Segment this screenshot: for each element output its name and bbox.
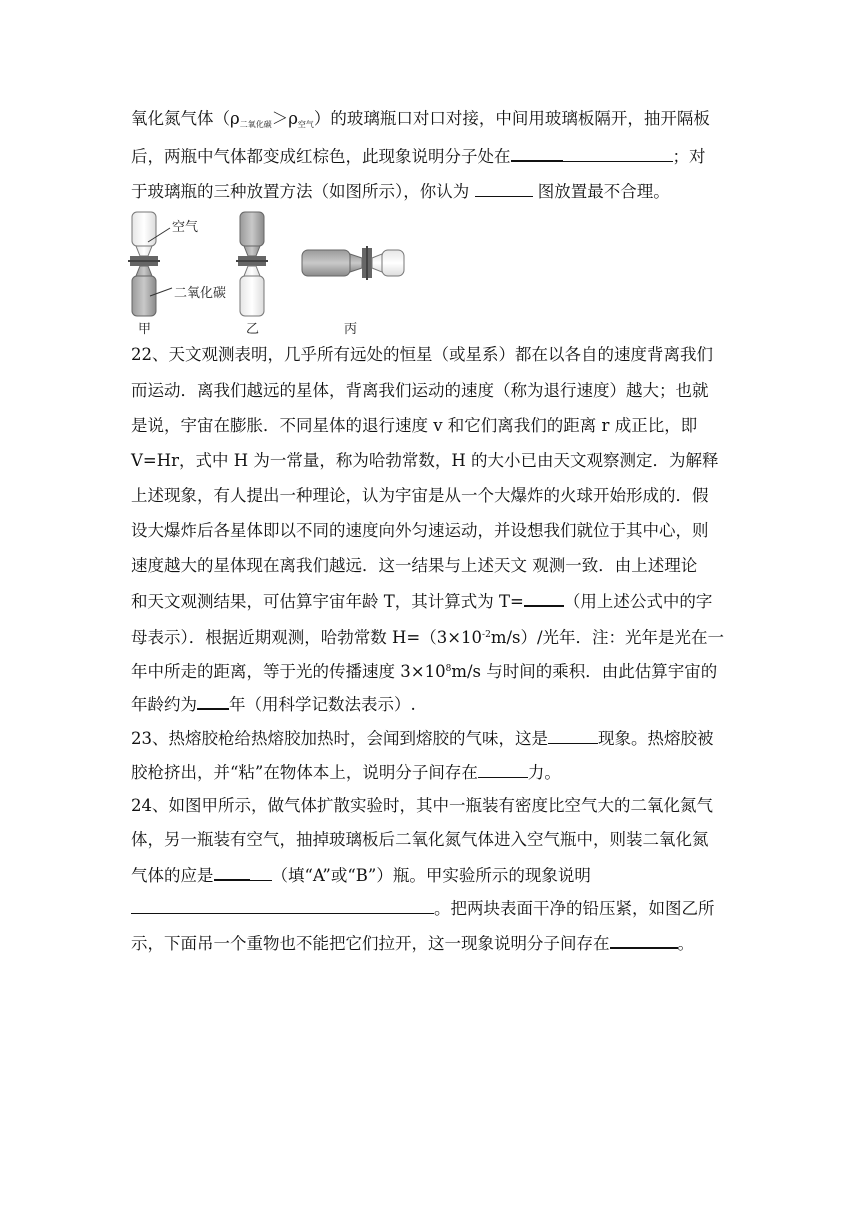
text-segment: 设大爆炸后各星体即以不同的速度向外匀速运动，并设想我们就位于其中心，则 [131, 521, 709, 540]
text-line-18 [131, 827, 731, 853]
text-segment: 胶枪挤出，并“粘”在物体本上，说明分子间存在 [131, 763, 478, 782]
text-segment: 速度越大的星体现在离我们越远．这一结果与上述天文 观测一致．由上述理论 [131, 556, 698, 575]
text-line-8 [131, 483, 731, 509]
text-segment: m/s）/光年．注：光年是光在一 [490, 628, 725, 647]
text-line-5 [131, 378, 731, 404]
text-segment: 图放置最不合理。 [537, 182, 670, 201]
gas-diffusion-figure [126, 208, 416, 338]
answer-blank[interactable] [478, 759, 528, 778]
label-yi: 乙 [246, 322, 260, 337]
text-segment: ＞ρ [271, 109, 298, 128]
answer-blank[interactable] [548, 725, 598, 744]
text-segment: 而运动．离我们越远的星体，背离我们运动的速度（称为退行速度）越大；也就 [131, 381, 709, 400]
text-segment: V=Hr，式中 H 为一常量，称为哈勃常数，H 的大小已由天文观察测定．为解释 [131, 451, 719, 470]
text-line-16 [131, 759, 731, 786]
text-line-2 [131, 142, 731, 170]
answer-blank[interactable] [475, 178, 533, 197]
answer-blank[interactable] [250, 862, 272, 881]
answer-blank[interactable] [563, 143, 673, 162]
text-segment: 体，另一瓶装有空气，抽掉玻璃板后二氧化氮气体进入空气瓶中，则装二氧化氮 [131, 830, 709, 849]
bottle-set-a [128, 212, 172, 316]
bottle-set-b [236, 212, 268, 316]
text-line-7 [131, 448, 731, 474]
text-segment: 22、天文观测表明，几乎所有远处的恒星（或星系）都在以各自的速度背离我们 [131, 345, 713, 364]
subscript: 空气 [297, 120, 314, 129]
superscript: 8 [445, 664, 452, 674]
text-segment: 和天文观测结果，可估算宇宙年龄 T，其计算式为 T= [131, 592, 524, 611]
answer-blank[interactable] [524, 587, 564, 607]
text-segment: ）的玻璃瓶口对口对接，中间用玻璃板隔开，抽开隔板 [313, 109, 710, 128]
text-line-6 [131, 413, 731, 439]
text-line-12 [131, 622, 731, 651]
text-segment: 。 [677, 934, 694, 953]
text-segment: （用上述公式中的字 [563, 592, 713, 611]
text-segment: 气体的应是 [131, 866, 214, 885]
text-line-10 [131, 553, 731, 579]
answer-blank[interactable] [197, 690, 229, 710]
text-segment: 。把两块表面干净的铅压紧，如图乙所 [434, 899, 715, 918]
text-segment: 24、如图甲所示，做气体扩散实验时，其中一瓶装有密度比空气大的二氧化氮气 [131, 796, 713, 815]
text-segment: 是说，宇宙在膨胀．不同星体的退行速度 v 和它们离我们的距离 r 成正比，即 [131, 416, 698, 435]
text-line-21 [131, 929, 731, 957]
text-line-9 [131, 518, 731, 544]
text-line-15 [131, 725, 731, 752]
bottles-illustration [126, 208, 416, 338]
label-air: 空气 [172, 220, 199, 235]
text-line-19 [131, 861, 731, 889]
text-line-11 [131, 587, 731, 615]
text-line-13 [131, 656, 731, 685]
text-segment: 年（用科学记数法表示）. [229, 695, 416, 714]
label-co2: 二氧化碳 [174, 286, 227, 301]
text-line-3 [131, 178, 731, 205]
text-segment: 年龄约为 [131, 695, 197, 714]
subscript: 二氧化碳 [239, 120, 272, 129]
text-segment: m/s 与时间的乘积．由此估算宇宙的 [451, 662, 718, 681]
text-line-14 [131, 690, 731, 718]
text-segment: 现象。热熔胶被 [598, 729, 714, 748]
label-jia: 甲 [138, 322, 152, 337]
text-line-4 [131, 342, 731, 368]
text-segment: 氧化氮气体（ρ [131, 109, 240, 128]
text-line-20 [131, 895, 731, 922]
text-segment: 23、热熔胶枪给热熔胶加热时，会闻到熔胶的气味，这是 [131, 729, 548, 748]
text-segment: 后，两瓶中气体都变成红棕色，此现象说明分子处在 [131, 147, 511, 166]
answer-blank[interactable] [131, 895, 434, 914]
answer-blank[interactable] [610, 929, 678, 949]
text-line-1 [131, 106, 731, 138]
text-segment: 年中所走的距离，等于光的传播速度 3×10 [131, 662, 446, 681]
answer-blank[interactable] [511, 142, 563, 162]
superscript: -2 [482, 630, 491, 640]
text-segment: 上述现象，有人提出一种理论，认为宇宙是从一个大爆炸的火球开始形成的．假 [131, 486, 709, 505]
text-segment: 力。 [527, 763, 561, 782]
text-segment: 示，下面吊一个重物也不能把它们拉开，这一现象说明分子间存在 [131, 934, 610, 953]
label-bing: 丙 [344, 322, 358, 337]
bottle-set-c [302, 246, 404, 280]
text-segment: 于玻璃瓶的三种放置方法（如图所示），你认为 [131, 182, 470, 201]
text-segment: （填“A”或“B”）瓶。甲实验所示的现象说明 [271, 866, 591, 885]
text-segment: ；对 [672, 147, 706, 166]
text-segment: 母表示）．根据近期观测，哈勃常数 H=（3×10 [131, 628, 483, 647]
text-line-17 [131, 793, 731, 819]
answer-blank[interactable] [214, 861, 250, 881]
